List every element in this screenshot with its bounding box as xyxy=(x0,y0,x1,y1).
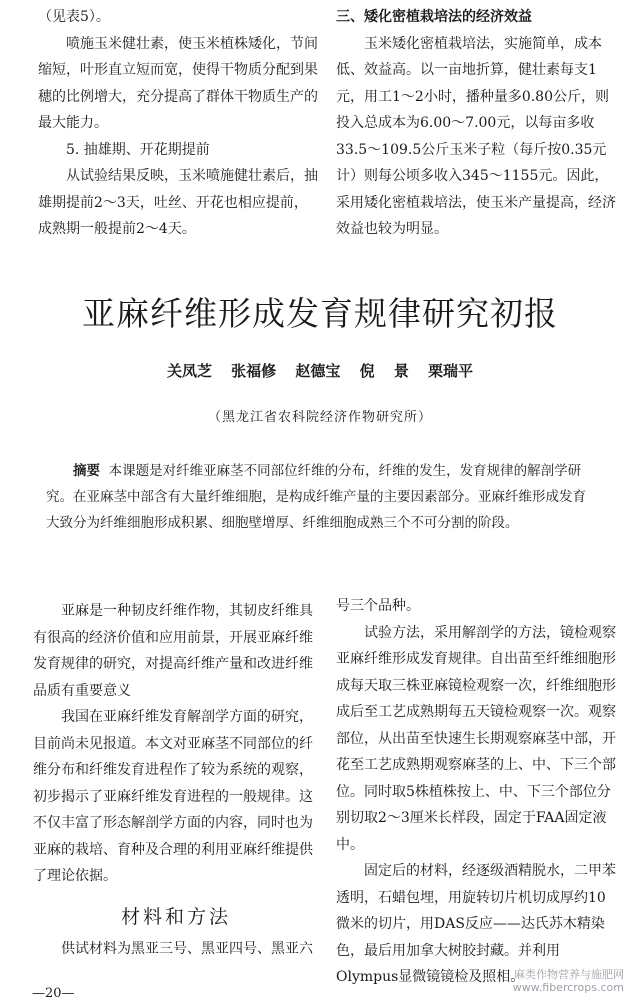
methods-paragraph: 试验方法，采用解剖学的方法，镜检观察亚麻纤维形成发育规律。自出苗至纤维细胞形成每天取三株亚麻镜检观察一次，纤维细胞形成后至工艺成熟期每五天镜检观察一次。观察部位，从出苗至快速生长期观察麻茎中部，开花至工艺成熟期观察麻茎的上、中、下三个部位。同时取5株植株按上、中、下三个部位分别切取2～3厘米长样段，固定于FAA固定液中。 xyxy=(336,624,616,853)
abstract xyxy=(46,458,596,536)
article-title: 亚麻纤维形成发育规律研究初报 xyxy=(82,294,558,333)
top-left-paragraph: 从试验结果反映，玉米喷施健壮素后，抽雄期提前2～3天，吐丝、开花也相应提前，成熟期一般提前2～4天。 xyxy=(38,168,318,237)
methods-paragraph: 固定后的材料，经逐级酒精脱水，二甲苯透明，石蜡包埋，用旋转切片机切成厚约10微米的切片，用DAS反应——达氏苏木精染色，最后用加拿大树胶封藏。并利用Olympus显微镜镜检及照相。 xyxy=(336,863,616,985)
body-left-column xyxy=(33,598,319,890)
top-left-line: （见表5）。 xyxy=(38,9,110,25)
watermark-line: 麻类作物营养与施肥网 xyxy=(514,968,624,981)
intro-paragraph: 亚麻是一种韧皮纤维作物，其韧皮纤维具有很高的经济价值和应用前景，开展亚麻纤维发育规律的研究，对提高纤维产量和改进纤维品质有重要意义 xyxy=(33,603,313,699)
abstract-text: 本课题是对纤维亚麻茎不同部位纤维的分布，纤维的发生，发育规律的解剖学研究。在亚麻茎中部含有大量纤维细胞，是构成纤维产量的主要因素部分。亚麻纤维形成发育大致分为纤维细胞形成积累、细胞壁增厚、纤维细胞成熟三个不可分割的阶段。 xyxy=(46,463,586,531)
intro-paragraph: 我国在亚麻纤维发育解剖学方面的研究，目前尚未见报道。本文对亚麻茎不同部位的纤维分布和纤维发育进程作了较为系统的观察，初步揭示了亚麻纤维发育进程的一般规律。这不仅丰富了形态解剖学方面的内容，同时也为亚麻的栽培、育种及合理的利用亚麻纤维提供了理论依据。 xyxy=(33,709,313,884)
abstract-label: 摘要 xyxy=(73,463,100,479)
body-right-column xyxy=(336,593,616,991)
section-heading: 材料和方法 xyxy=(120,906,231,928)
watermark xyxy=(513,968,624,994)
top-left-column xyxy=(38,4,320,243)
methods-paragraph: 号三个品种。 xyxy=(336,598,420,614)
economic-benefit-heading: 三、矮化密植栽培法的经济效益 xyxy=(336,9,532,25)
top-left-paragraph: 喷施玉米健壮素，使玉米植株矮化，节间缩短，叶形直立短而宽，使得干物质分配到果穗的比例增大，充分提高了群体干物质生产的最大能力。 xyxy=(38,35,318,131)
watermark-url: www.fibercrops.com xyxy=(512,981,624,994)
affiliation: （黑龙江省农科院经济作物研究所） xyxy=(207,410,432,425)
body-left-continuation xyxy=(33,936,319,963)
top-left-subheading: 5. 抽雄期、开花期提前 xyxy=(66,141,210,158)
materials-line: 供试材料为黑亚三号、黑亚四号、黑亚六 xyxy=(61,941,313,957)
page-number: —20— xyxy=(32,986,75,1001)
authors: 关凤芝 张福修 赵德宝 倪 景 栗瑞平 xyxy=(166,362,474,380)
top-right-column xyxy=(336,4,618,243)
economic-benefit-paragraph: 玉米矮化密植栽培法，实施简单，成本低、效益高。以一亩地折算，健壮素每支1元，用工1～2小时，播种量多0.80公斤，则投入总成本为6.00～7.00元，以每亩多收33.5～109.5公斤玉米子粒（每斤按0.35元计）则每公顷多收入345～1155元。因此，采用矮化密植栽培法，使玉米产量提高，经济效益也较为明显。 xyxy=(336,35,616,237)
